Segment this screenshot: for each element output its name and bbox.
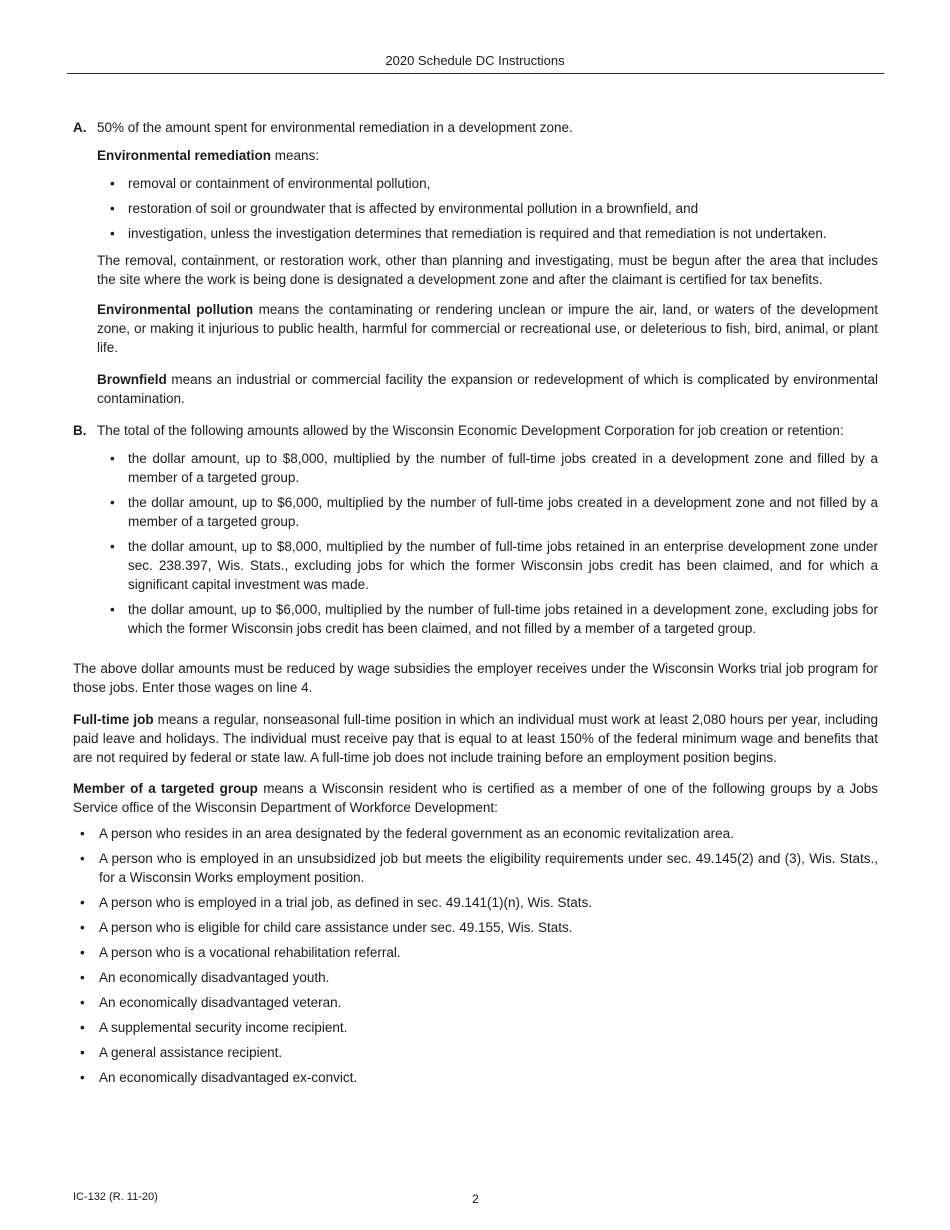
job-amount-bullet-list bbox=[97, 449, 878, 638]
list-item bbox=[97, 600, 878, 638]
section-b-label: B. bbox=[73, 423, 87, 438]
bullet-icon: • bbox=[80, 826, 85, 841]
list-item bbox=[73, 893, 878, 912]
section-a bbox=[73, 118, 878, 408]
bullet-icon: • bbox=[80, 895, 85, 910]
list-item bbox=[97, 537, 878, 594]
list-item bbox=[73, 1068, 878, 1087]
definition-text: means: bbox=[271, 148, 320, 163]
list-item-text: A supplemental security income recipient. bbox=[99, 1020, 348, 1035]
bullet-icon: • bbox=[80, 920, 85, 935]
section-a-body bbox=[97, 118, 878, 408]
list-item-text: A person who resides in an area designated by the federal government as an economic revitalization area. bbox=[99, 826, 734, 841]
list-item-text: restoration of soil or groundwater that is affected by environmental pollution in a brownfield, and bbox=[128, 201, 699, 216]
list-item bbox=[73, 943, 878, 962]
list-item-text: An economically disadvantaged ex-convict. bbox=[99, 1070, 358, 1085]
definition-environmental-pollution bbox=[97, 300, 878, 357]
definition-member-targeted-group bbox=[73, 779, 878, 817]
list-item-text: A general assistance recipient. bbox=[99, 1045, 283, 1060]
list-item-text: removal or containment of environmental pollution, bbox=[128, 176, 431, 191]
list-item-text: A person who is a vocational rehabilitation referral. bbox=[99, 945, 401, 960]
bullet-icon: • bbox=[80, 1045, 85, 1060]
definition-text: means a regular, nonseasonal full-time position in which an individual must work at least 2,080 hours per year, including paid leave and holidays. The individual must receive pay that is equal to at least 150% of the federal minimum wage and benefits that are not required by federal or state law. A full-time job does not include training before an employment position begins. bbox=[73, 712, 878, 765]
list-item-text: the dollar amount, up to $8,000, multiplied by the number of full-time jobs created in a development zone and filled by a member of a targeted group. bbox=[128, 451, 878, 485]
list-item bbox=[97, 449, 878, 487]
section-b bbox=[73, 421, 878, 646]
section-a-label: A. bbox=[73, 120, 87, 135]
page-footer bbox=[73, 1188, 878, 1204]
page-number: 2 bbox=[472, 1192, 479, 1206]
remediation-bullet-list bbox=[97, 174, 878, 243]
list-item-text: the dollar amount, up to $6,000, multiplied by the number of full-time jobs retained in a development zone, excluding jobs for which the former Wisconsin jobs credit has been claimed, and not filled by a member of a targeted group. bbox=[128, 602, 878, 636]
list-item-text: A person who is employed in an unsubsidized job but meets the eligibility requirements under sec. 49.145(2) and (3), Wis. Stats., for a Wisconsin Works employment position. bbox=[99, 851, 878, 885]
bullet-icon: • bbox=[110, 226, 115, 241]
document-body bbox=[0, 74, 950, 1087]
list-item bbox=[73, 993, 878, 1012]
definition-term: Member of a targeted group bbox=[73, 781, 258, 796]
bullet-icon: • bbox=[110, 539, 115, 554]
list-item bbox=[97, 493, 878, 531]
list-item-text: investigation, unless the investigation determines that remediation is required and that remediation is not undertaken. bbox=[128, 226, 827, 241]
list-item bbox=[73, 849, 878, 887]
bullet-icon: • bbox=[110, 602, 115, 617]
bullet-icon: • bbox=[80, 1020, 85, 1035]
list-item bbox=[73, 968, 878, 987]
section-b-body bbox=[97, 421, 878, 646]
list-item bbox=[97, 224, 878, 243]
targeted-group-bullet-list bbox=[73, 824, 878, 1087]
definition-text: means a Wisconsin resident who is certified as a member of one of the following groups by a Jobs Service office of the Wisconsin Department of Workforce Development: bbox=[73, 781, 878, 815]
definition-text: means the contaminating or rendering unclean or impure the air, land, or waters of the development zone, or making it injurious to public health, harmful for commercial or recreational use, or deleterious to fish, bird, animal, or plant life. bbox=[97, 302, 879, 355]
definition-term: Environmental pollution bbox=[97, 302, 254, 317]
paragraph-remediation-timing: The removal, containment, or restoration work, other than planning and investigating, must be begun after the area that includes the site where the work is being done is designated a development zone and after the claimant is certified for tax benefits. bbox=[97, 253, 878, 287]
definition-term: Environmental remediation bbox=[97, 148, 272, 163]
list-item-text: A person who is eligible for child care assistance under sec. 49.155, Wis. Stats. bbox=[99, 920, 573, 935]
bullet-icon: • bbox=[110, 201, 115, 216]
list-item bbox=[97, 174, 878, 193]
list-item-text: An economically disadvantaged veteran. bbox=[99, 995, 342, 1010]
definition-full-time-job bbox=[73, 710, 878, 767]
bullet-icon: • bbox=[80, 1070, 85, 1085]
definition-term: Full-time job bbox=[73, 712, 154, 727]
bullet-icon: • bbox=[80, 995, 85, 1010]
bullet-icon: • bbox=[110, 451, 115, 466]
definition-text: means an industrial or commercial facility the expansion or redevelopment of which is complicated by environmental contamination. bbox=[97, 372, 878, 406]
list-item bbox=[73, 1043, 878, 1062]
definition-term: Brownfield bbox=[97, 372, 167, 387]
list-item-text: An economically disadvantaged youth. bbox=[99, 970, 330, 985]
list-item-text: the dollar amount, up to $6,000, multiplied by the number of full-time jobs created in a development zone and not filled by a member of a targeted group. bbox=[128, 495, 878, 529]
list-item-text: the dollar amount, up to $8,000, multiplied by the number of full-time jobs retained in an enterprise development zone under sec. 238.397, Wis. Stats., excluding jobs for which the former Wisconsin jobs credit has been claimed, and for which a significant capital investment was made. bbox=[128, 539, 878, 592]
definition-environmental-remediation bbox=[97, 146, 878, 165]
list-item bbox=[73, 824, 878, 843]
list-item bbox=[73, 1018, 878, 1037]
bullet-icon: • bbox=[110, 176, 115, 191]
list-item-text: A person who is employed in a trial job, as defined in sec. 49.141(1)(n), Wis. Stats. bbox=[99, 895, 592, 910]
form-number: IC-132 (R. 11-20) bbox=[73, 1191, 158, 1203]
page-title: 2020 Schedule DC Instructions bbox=[385, 53, 565, 68]
list-item bbox=[97, 199, 878, 218]
bullet-icon: • bbox=[110, 495, 115, 510]
bullet-icon: • bbox=[80, 970, 85, 985]
page-header bbox=[0, 0, 950, 74]
paragraph-wage-subsidies: The above dollar amounts must be reduced by wage subsidies the employer receives under the Wisconsin Works trial job program for those jobs. Enter those wages on line 4. bbox=[73, 661, 878, 695]
list-item bbox=[73, 918, 878, 937]
section-a-intro: 50% of the amount spent for environmental remediation in a development zone. bbox=[97, 120, 573, 135]
definition-brownfield bbox=[97, 370, 878, 408]
bullet-icon: • bbox=[80, 945, 85, 960]
bullet-icon: • bbox=[80, 851, 85, 866]
section-b-intro: The total of the following amounts allowed by the Wisconsin Economic Development Corporation for job creation or retention: bbox=[97, 423, 844, 438]
